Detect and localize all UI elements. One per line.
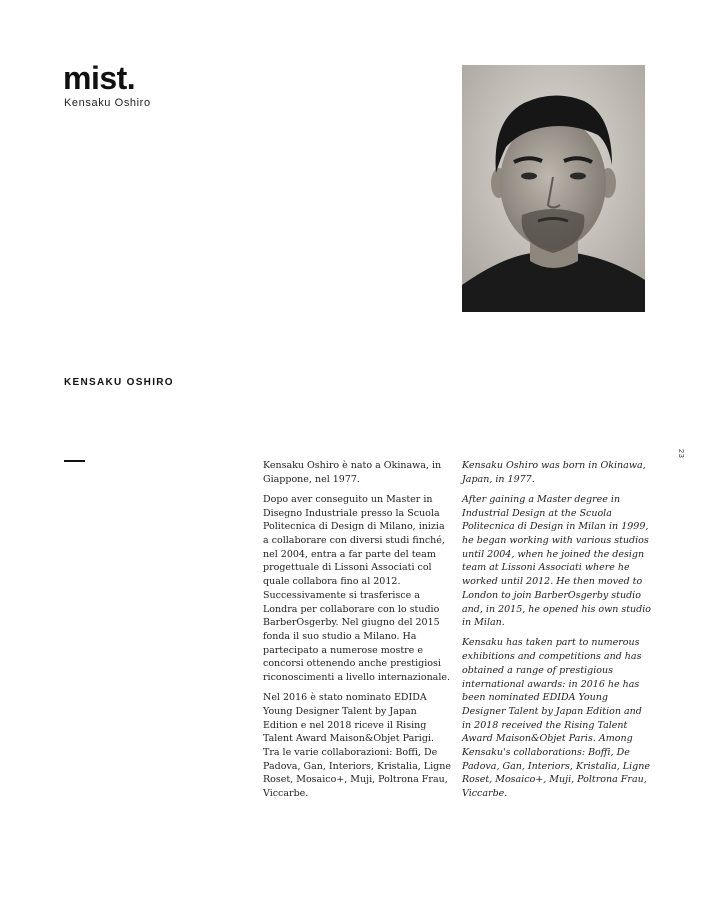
bio-it-paragraph: Dopo aver conseguito un Master in Disegno Industriale presso la Scuola Politecnica di Design di Milano, inizia a collaborare con diversi studi finché, nel 2004, entra a far parte del team progettuale di Lissoni Associati col quale collabora fino al 2012. Successivamente si trasferisce a Londra per collaborare con lo studio BarberOsgerby. Nel giugno del 2015 fonda il suo studio a Milano. Ha partecipato a numerose mostre e concorsi ottenendo anche prestigiosi riconoscimenti a livello internazionale.: [263, 493, 451, 684]
bio-en-paragraph: Kensaku Oshiro was born in Okinawa, Japan, in 1977.: [462, 460, 646, 485]
bio-en-paragraph: After gaining a Master degree in Industrial Design at the Scuola Politecnica di Design in Milan in 1999, he began working with various studios until 2004, when he joined the design team at Lissoni Associati where he worked until 2012. He then moved to London to join BarberOsgerby studio and, in 2015, he opened his own studio in Milan.: [462, 493, 652, 629]
designer-portrait-photo: [462, 65, 645, 312]
designer-name-subtitle: Kensaku Oshiro: [64, 97, 151, 109]
divider-rule: [64, 460, 85, 462]
page-number: 23: [677, 449, 684, 459]
portrait-illustration: [462, 65, 645, 312]
section-heading: KENSAKU OSHIRO: [64, 377, 174, 388]
bio-it-paragraph: Nel 2016 è stato nominato EDIDA Young Designer Talent by Japan Edition e nel 2018 riceve il Rising Talent Award Maison&Objet Parigi. Tra le varie collaborazioni: Boffi, De Padova, Gan, Interiors, Kristalia, Ligne Roset, Mosaico+, Muji, Poltrona Frau, Viccarbe.: [263, 692, 451, 800]
bio-it-paragraph: Kensaku Oshiro è nato a Okinawa, in Giappone, nel 1977.: [263, 460, 442, 485]
bio-en-paragraph: Kensaku has taken part to numerous exhibitions and competitions and has obtained a range of prestigious international awards: in 2016 he has been nominated EDIDA Young Designer Talent by Japan Edition and in 2018 received the Rising Talent Award Maison&Objet Paris. Among Kensaku's collaborations: Boffi, De Padova, Gan, Interiors, Kristalia, Ligne Roset, Mosaico+, Muji, Poltrona Frau, Viccarbe.: [462, 637, 650, 800]
biography-italian: [263, 459, 453, 807]
brand-logo: mist.: [63, 60, 136, 96]
biography-english: [462, 459, 652, 807]
